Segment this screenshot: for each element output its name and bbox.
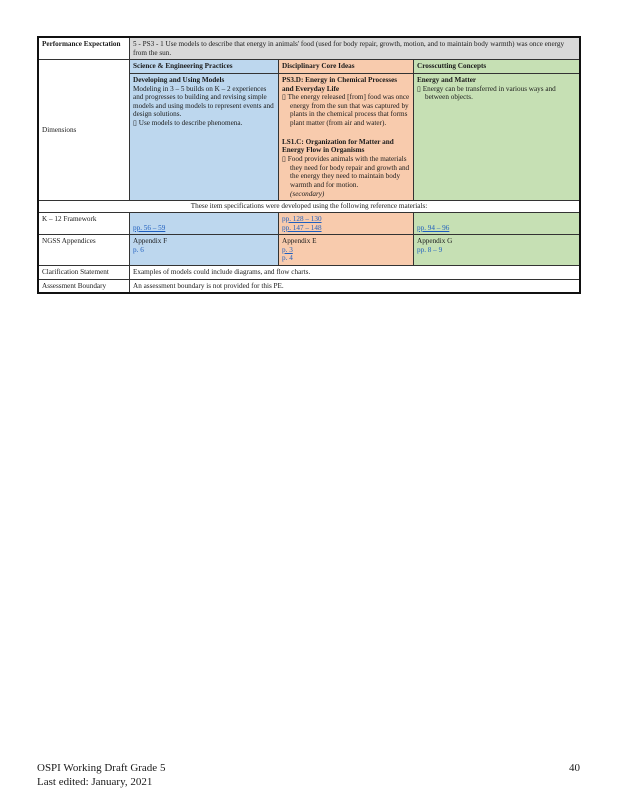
ngss-row bbox=[38, 235, 580, 266]
dimensions-header-row bbox=[38, 60, 580, 74]
ccc-header: Crosscutting Concepts bbox=[414, 60, 581, 74]
pe-row bbox=[38, 37, 580, 60]
square-bullet-icon: ▯ bbox=[282, 93, 288, 102]
boundary-label: Assessment Boundary bbox=[38, 279, 130, 293]
dci-bullet-1 bbox=[282, 93, 410, 128]
footer bbox=[37, 762, 165, 790]
page-number: 40 bbox=[569, 762, 580, 774]
ccc-cell bbox=[414, 73, 581, 200]
ngss-dci-title: Appendix E bbox=[282, 237, 317, 246]
ngss-dci-page-1[interactable]: p. 3 bbox=[282, 245, 293, 254]
dci-title-2: LS1.C: Organization for Matter and Energy Flow in Organisms bbox=[282, 137, 394, 155]
ngss-ccc-page[interactable]: pp. 8 – 9 bbox=[417, 245, 443, 254]
framework-ccc-link[interactable]: pp. 94 – 96 bbox=[417, 223, 450, 232]
sep-body: Modeling in 3 – 5 builds on K – 2 experiences and progresses to building and revising simple models and using models to represent events and design solutions. bbox=[133, 84, 274, 119]
clarification-row bbox=[38, 266, 580, 280]
ccc-bullet bbox=[417, 85, 576, 102]
square-bullet-icon: ▯ bbox=[417, 84, 423, 93]
sep-header: Science & Engineering Practices bbox=[130, 60, 279, 74]
framework-sep-link[interactable]: pp. 56 – 59 bbox=[133, 223, 166, 232]
dci-header: Disciplinary Core Ideas bbox=[279, 60, 414, 74]
dci-cell bbox=[279, 73, 414, 200]
boundary-text: An assessment boundary is not provided for this PE. bbox=[130, 279, 581, 293]
sep-bullet-text: Use models to describe phenomena. bbox=[138, 119, 243, 128]
framework-dci-cell bbox=[279, 212, 414, 234]
framework-dci-link-2[interactable]: pp. 147 – 148 bbox=[282, 223, 322, 232]
square-bullet-icon: ▯ bbox=[282, 155, 288, 164]
ngss-sep-cell bbox=[130, 235, 279, 266]
ngss-dci-page-2[interactable]: p. 4 bbox=[282, 254, 293, 263]
framework-sep-cell bbox=[130, 212, 279, 234]
footer-edited-line: Last edited: January, 2021 bbox=[37, 775, 153, 788]
ngss-sep-title: Appendix F bbox=[133, 237, 168, 246]
dimensions-label: Dimensions bbox=[38, 60, 130, 201]
boundary-row bbox=[38, 279, 580, 293]
framework-label: K – 12 Framework bbox=[38, 212, 130, 234]
reference-note: These item specifications were developed using the following reference materials: bbox=[38, 201, 580, 213]
specification-table bbox=[37, 36, 581, 294]
ccc-title: Energy and Matter bbox=[417, 75, 477, 84]
dci-bullet-2-text: Food provides animals with the materials they need for body repair and growth and the energy they need to maintain body warmth and for motion. bbox=[287, 155, 410, 189]
ccc-bullet-text: Energy can be transferred in various ways and between objects. bbox=[422, 84, 556, 102]
framework-ccc-cell bbox=[414, 212, 581, 234]
ngss-ccc-title: Appendix G bbox=[417, 237, 453, 246]
pe-text: 5 - PS3 - 1 Use models to describe that energy in animals' food (used for body repair, growth, motion, and to maintain body warmth) was once energy from the sun. bbox=[130, 37, 581, 60]
clarification-text: Examples of models could include diagrams, and flow charts. bbox=[130, 266, 581, 280]
dci-secondary-note: (secondary) bbox=[290, 189, 325, 198]
ngss-ccc-cell bbox=[414, 235, 581, 266]
framework-row bbox=[38, 212, 580, 234]
footer-draft-line: OSPI Working Draft Grade 5 bbox=[37, 762, 166, 774]
ngss-dci-cell bbox=[279, 235, 414, 266]
ngss-label: NGSS Appendices bbox=[38, 235, 130, 266]
sep-bullet-item bbox=[133, 119, 275, 128]
sep-cell bbox=[130, 73, 279, 200]
dci-title-1: PS3.D: Energy in Chemical Processes and Everyday Life bbox=[282, 75, 398, 93]
reference-note-row bbox=[38, 201, 580, 213]
pe-label: Performance Expectation bbox=[38, 37, 130, 60]
ngss-sep-page[interactable]: p. 6 bbox=[133, 245, 144, 254]
square-bullet-icon: ▯ bbox=[133, 119, 139, 128]
sep-title: Developing and Using Models bbox=[133, 75, 225, 84]
clarification-label: Clarification Statement bbox=[38, 266, 130, 280]
dci-bullet-1-text: The energy released [from] food was once energy from the sun that was captured by plants in the chemical process that forms plant matter (from air and water). bbox=[287, 93, 410, 128]
framework-dci-link-1[interactable]: pp. 128 – 130 bbox=[282, 214, 322, 223]
dci-bullet-2 bbox=[282, 155, 410, 190]
